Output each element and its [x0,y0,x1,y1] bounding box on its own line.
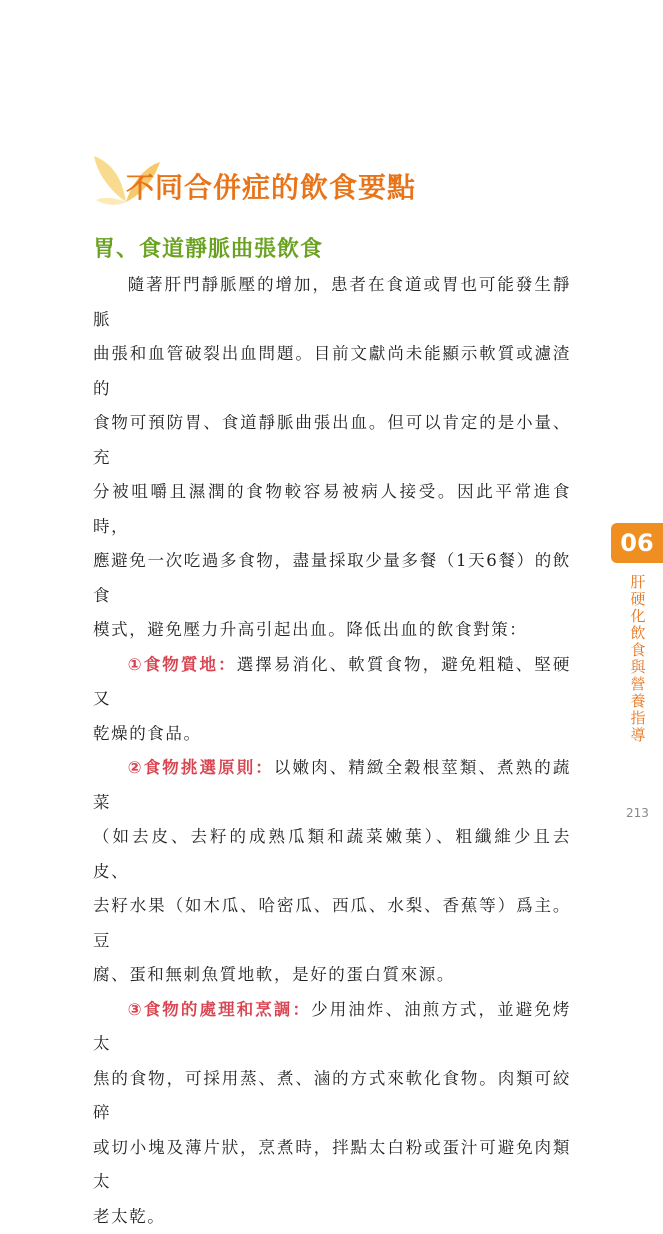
chapter-title-char: 與 [624,659,652,676]
item-text: 以嫩肉、精緻全穀根莖類、煮熟的蔬菜 [93,758,571,812]
page-title: 不同合併症的飲食要點 [126,166,416,206]
chapter-number-tab: 06 [611,523,663,563]
chapter-heading [92,152,472,212]
paragraph-line: 焦的食物，可採用蒸、煮、滷的方式來軟化食物。肉類可絞碎 [93,1062,571,1131]
chapter-title-char: 指 [624,710,652,727]
section-title: 胃、食道靜脈曲張飲食 [93,232,323,263]
paragraph-line: 腐、蛋和無刺魚質地軟，是好的蛋白質來源。 [93,958,571,993]
chapter-title-char: 化 [624,608,652,625]
paragraph-line: 模式，避免壓力升高引起出血。降低出血的飲食對策： [93,613,571,648]
paragraph-line: （如去皮、去籽的成熟瓜類和蔬菜嫩葉）、粗纖維少且去皮、 [93,820,571,889]
item-text: 選擇易消化、軟質食物，避免粗糙、堅硬又 [93,655,571,709]
paragraph-line: 曲張和血管破裂出血問題。目前文獻尚未能顯示軟質或濾渣的 [93,337,571,406]
chapter-title-char: 養 [624,693,652,710]
paragraph-line: 乾燥的食品。 [93,717,571,752]
chapter-title-char: 硬 [624,591,652,608]
paragraph-line: 隨著肝門靜脈壓的增加，患者在食道或胃也可能發生靜脈 [93,268,571,337]
paragraph-line: 分被咀嚼且濕潤的食物較容易被病人接受。因此平常進食時， [93,475,571,544]
item-text: 少用油炸、油煎方式，並避免烤太 [93,1000,571,1054]
list-item [93,751,571,820]
item-label: ③食物的處理和烹調： [128,1000,311,1019]
paragraph-line: 食物可預防胃、食道靜脈曲張出血。但可以肯定的是小量、充 [93,406,571,475]
list-item [93,993,571,1062]
paragraph-line: 應避免一次吃過多食物，盡量採取少量多餐（1天6餐）的飲食 [93,544,571,613]
paragraph-line: 老太乾。 [93,1200,571,1234]
chapter-title-char: 飲 [624,625,652,642]
chapter-title-vertical [624,574,652,744]
item-label: ②食物挑選原則： [128,758,274,777]
chapter-title-char: 食 [624,642,652,659]
chapter-title-char: 肝 [624,574,652,591]
page-number: 213 [626,806,649,820]
item-label: ①食物質地： [128,655,237,674]
paragraph-line: 或切小塊及薄片狀，烹煮時，拌點太白粉或蛋汁可避免肉類太 [93,1131,571,1200]
body-text [93,268,571,1234]
chapter-title-char: 導 [624,727,652,744]
paragraph-line: 去籽水果（如木瓜、哈密瓜、西瓜、水梨、香蕉等）爲主。豆 [93,889,571,958]
list-item [93,648,571,717]
chapter-title-char: 營 [624,676,652,693]
